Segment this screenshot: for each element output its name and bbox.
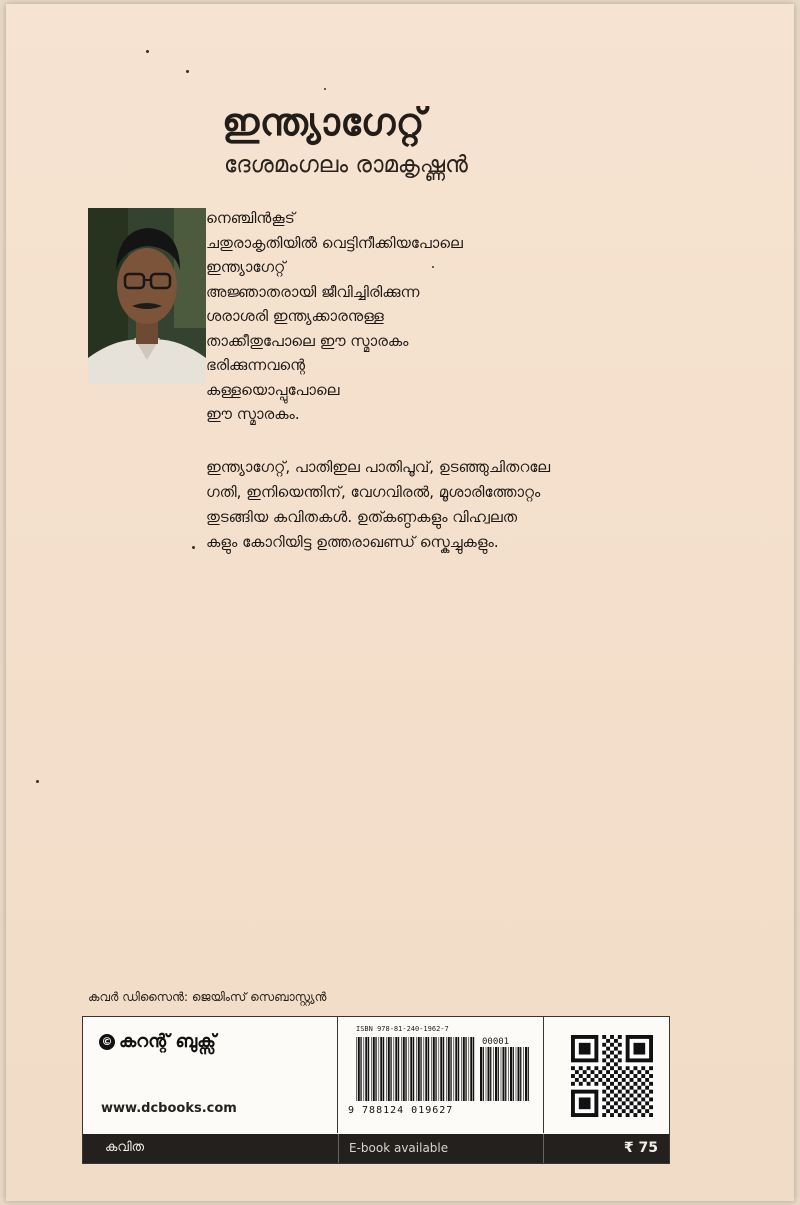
qr-module — [618, 1113, 622, 1117]
barcode-bar — [483, 1047, 484, 1101]
barcode-bar — [465, 1037, 466, 1101]
barcode-bar — [505, 1047, 506, 1101]
barcode-bar — [433, 1037, 435, 1101]
qr-module — [641, 1113, 645, 1117]
barcode-bar — [428, 1037, 429, 1101]
book-blurb — [206, 455, 676, 555]
qr-module — [622, 1086, 626, 1090]
qr-module — [614, 1047, 618, 1051]
barcode-bar — [523, 1047, 524, 1101]
poem-line: ശരാശരി ഇന്ത്യക്കാരനുള്ള — [206, 307, 384, 325]
qr-module — [637, 1070, 641, 1074]
qr-module — [641, 1066, 645, 1070]
barcode-bar — [383, 1037, 384, 1101]
barcode-bar — [486, 1047, 487, 1101]
barcode-bar — [501, 1047, 502, 1101]
book-title: ഇന്ത്യാഗേറ്റ് — [222, 100, 426, 144]
qr-module — [602, 1074, 606, 1078]
barcode-bar — [371, 1037, 372, 1101]
barcode-bar — [420, 1037, 421, 1101]
poem-line: അജ്ഞാതരായി ജീവിച്ചിരിക്കുന്ന — [206, 282, 420, 301]
isbn-number: 9 788124 019627 — [348, 1105, 454, 1116]
qr-finder — [579, 1043, 591, 1055]
barcode-bar — [405, 1037, 406, 1101]
barcode-bar — [425, 1037, 427, 1101]
qr-module — [633, 1090, 637, 1094]
footer-bar — [83, 1134, 669, 1163]
barcode-bar — [525, 1047, 527, 1101]
barcode-bar — [373, 1037, 375, 1101]
qr-module — [614, 1078, 618, 1082]
qr-module — [606, 1078, 610, 1082]
qr-module — [633, 1082, 637, 1086]
barcode-bar — [388, 1037, 390, 1101]
qr-module — [633, 1105, 637, 1109]
publisher-panel — [82, 1016, 670, 1164]
author-portrait-svg — [88, 208, 206, 384]
qr-module — [602, 1082, 606, 1086]
qr-module — [591, 1078, 595, 1082]
barcode-bar — [395, 1037, 397, 1101]
qr-module — [622, 1101, 626, 1105]
qr-module — [606, 1101, 610, 1105]
barcode-bar — [379, 1037, 380, 1101]
barcode-bar — [488, 1047, 490, 1101]
barcode-supplement: 00001 — [482, 1037, 510, 1047]
qr-code-icon[interactable] — [571, 1035, 653, 1117]
qr-module — [649, 1090, 653, 1094]
qr-module — [602, 1051, 606, 1055]
barcode-bar — [398, 1037, 399, 1101]
qr-module — [645, 1109, 649, 1113]
qr-module — [579, 1082, 583, 1086]
qr-module — [637, 1109, 641, 1113]
barcode-bar — [510, 1047, 512, 1101]
qr-module — [602, 1105, 606, 1109]
qr-module — [618, 1051, 622, 1055]
qr-module — [594, 1066, 598, 1070]
qr-module — [630, 1086, 634, 1090]
poem-line: ഇന്ത്യാഗേറ്റ് — [206, 258, 286, 276]
qr-module — [610, 1097, 614, 1101]
qr-module — [649, 1066, 653, 1070]
poem-line: നെഞ്ചിൻകൂട് — [206, 209, 295, 227]
qr-module — [630, 1101, 634, 1105]
barcode-bar — [386, 1037, 387, 1101]
qr-module — [645, 1101, 649, 1105]
author-portrait-icon — [88, 208, 206, 384]
qr-module — [633, 1066, 637, 1070]
ebook-availability: E-book available — [338, 1134, 448, 1163]
qr-module — [645, 1086, 649, 1090]
qr-module — [645, 1078, 649, 1082]
qr-module — [618, 1066, 622, 1070]
barcode-bar — [498, 1047, 499, 1101]
qr-module — [591, 1070, 595, 1074]
poem-line: താക്കീതുപോലെ ഈ സ്മാരകം — [206, 331, 409, 350]
barcode-bar — [454, 1037, 455, 1101]
qr-module — [618, 1082, 622, 1086]
qr-module — [637, 1078, 641, 1082]
qr-module — [606, 1039, 610, 1043]
speck — [36, 780, 39, 783]
publisher-logo-icon: © — [99, 1034, 115, 1050]
barcode-bar — [394, 1037, 395, 1101]
qr-module — [606, 1070, 610, 1074]
barcode-bar — [490, 1047, 491, 1101]
qr-module — [649, 1113, 653, 1117]
qr-module — [587, 1082, 591, 1086]
barcode-bar — [440, 1037, 442, 1101]
qr-module — [614, 1039, 618, 1043]
qr-module — [626, 1105, 630, 1109]
speck — [192, 546, 195, 549]
qr-module — [606, 1047, 610, 1051]
barcode-supplement-icon — [480, 1047, 530, 1101]
speck — [146, 50, 149, 53]
qr-module — [579, 1074, 583, 1078]
qr-module — [594, 1082, 598, 1086]
qr-module — [622, 1070, 626, 1074]
barcode-bar — [461, 1037, 462, 1101]
barcode-bar — [470, 1037, 472, 1101]
qr-module — [606, 1094, 610, 1098]
barcode-bar — [469, 1037, 470, 1101]
qr-module — [602, 1043, 606, 1047]
speck — [186, 70, 189, 73]
barcode-bar — [493, 1047, 494, 1101]
barcode-bar — [431, 1037, 432, 1101]
barcode-bar — [403, 1037, 405, 1101]
barcode-bar — [443, 1037, 444, 1101]
qr-module — [583, 1070, 587, 1074]
qr-module — [614, 1086, 618, 1090]
qr-module — [571, 1074, 575, 1078]
qr-module — [649, 1097, 653, 1101]
qr-module — [649, 1074, 653, 1078]
qr-module — [594, 1074, 598, 1078]
genre-label: കവിത — [105, 1140, 145, 1155]
qr-module — [618, 1058, 622, 1062]
qr-module — [626, 1074, 630, 1078]
qr-module — [630, 1094, 634, 1098]
qr-module — [641, 1090, 645, 1094]
qr-module — [606, 1062, 610, 1066]
qr-module — [610, 1043, 614, 1047]
barcode-bar — [448, 1037, 450, 1101]
barcode-icon — [356, 1037, 476, 1101]
cover-design-credit: കവർ ഡിസൈൻ: ജെയിംസ് സെബാസ്റ്റ്യൻ — [88, 990, 327, 1004]
barcode-bar — [495, 1047, 497, 1101]
qr-module — [618, 1090, 622, 1094]
barcode-box — [338, 1017, 544, 1133]
publisher-box — [83, 1017, 338, 1133]
price: ₹ 75 — [623, 1140, 658, 1156]
qr-module — [614, 1055, 618, 1059]
qr-module — [649, 1082, 653, 1086]
barcode-bar — [409, 1037, 410, 1101]
qr-module — [610, 1051, 614, 1055]
qr-module — [614, 1094, 618, 1098]
qr-finder — [633, 1043, 645, 1055]
publisher-name: കറന്റ് ബുക്സ് — [119, 1031, 216, 1052]
qr-module — [618, 1035, 622, 1039]
blurb-line: കളും കോറിയിട്ട ഉത്തരാഖണ്ഡ് സ്കെച്ചുകളും. — [206, 533, 499, 551]
qr-module — [614, 1070, 618, 1074]
qr-module — [614, 1101, 618, 1105]
barcode-bar — [473, 1037, 474, 1101]
qr-module — [598, 1078, 602, 1082]
barcode-bar — [413, 1037, 414, 1101]
poem-line: ചതുരാകൃതിയിൽ വെട്ടിനീക്കിയപോലെ — [206, 233, 463, 252]
qr-module — [637, 1086, 641, 1090]
barcode-bar — [439, 1037, 440, 1101]
qr-module — [575, 1070, 579, 1074]
price-cell — [543, 1134, 670, 1163]
qr-module — [606, 1109, 610, 1113]
barcode-bar — [358, 1037, 360, 1101]
barcode-bar — [528, 1047, 529, 1101]
qr-module — [633, 1113, 637, 1117]
qr-module — [630, 1070, 634, 1074]
barcode-bar — [365, 1037, 367, 1101]
qr-module — [610, 1082, 614, 1086]
barcode-bar — [416, 1037, 417, 1101]
barcode-bar — [410, 1037, 412, 1101]
barcode-bar — [450, 1037, 451, 1101]
qr-module — [641, 1105, 645, 1109]
barcode-bar — [518, 1047, 520, 1101]
qr-module — [606, 1086, 610, 1090]
barcode-bar — [401, 1037, 402, 1101]
barcode-bar — [455, 1037, 457, 1101]
poem-excerpt — [206, 206, 636, 427]
qr-module — [602, 1058, 606, 1062]
qr-module — [610, 1105, 614, 1109]
qr-module — [587, 1066, 591, 1070]
barcode-bar — [435, 1037, 436, 1101]
publisher-logo — [99, 1031, 216, 1052]
qr-module — [602, 1035, 606, 1039]
qr-module — [633, 1097, 637, 1101]
qr-module — [641, 1074, 645, 1078]
qr-module — [622, 1109, 626, 1113]
qr-module — [602, 1090, 606, 1094]
barcode-bar — [418, 1037, 420, 1101]
publisher-website[interactable]: www.dcbooks.com — [101, 1101, 237, 1116]
barcode-bar — [520, 1047, 521, 1101]
qr-module — [579, 1066, 583, 1070]
qr-finder — [579, 1097, 591, 1109]
qr-module — [618, 1043, 622, 1047]
barcode-bar — [480, 1047, 482, 1101]
qr-module — [637, 1101, 641, 1105]
speck — [324, 88, 326, 90]
poem-line: ഭരിക്കുന്നവന്റെ — [206, 356, 306, 374]
barcode-bar — [368, 1037, 369, 1101]
qr-module — [626, 1113, 630, 1117]
barcode-bar — [446, 1037, 447, 1101]
qr-module — [610, 1090, 614, 1094]
barcode-bar — [463, 1037, 465, 1101]
barcode-bar — [424, 1037, 425, 1101]
qr-module — [622, 1094, 626, 1098]
barcode-bar — [375, 1037, 376, 1101]
qr-module — [598, 1070, 602, 1074]
barcode-bar — [503, 1047, 505, 1101]
qr-module — [614, 1062, 618, 1066]
qr-module — [618, 1105, 622, 1109]
qr-module — [626, 1066, 630, 1070]
qr-module — [637, 1094, 641, 1098]
qr-module — [626, 1090, 630, 1094]
qr-module — [649, 1105, 653, 1109]
barcode-bar — [458, 1037, 459, 1101]
isbn-label: ISBN 978-81-240-1962-7 — [356, 1025, 449, 1033]
qr-module — [571, 1082, 575, 1086]
qr-module — [626, 1097, 630, 1101]
barcode-bar — [360, 1037, 361, 1101]
qr-module — [630, 1109, 634, 1113]
qr-module — [645, 1094, 649, 1098]
qr-module — [610, 1035, 614, 1039]
qr-module — [630, 1078, 634, 1082]
qr-module — [602, 1113, 606, 1117]
barcode-bar — [364, 1037, 365, 1101]
qr-module — [583, 1078, 587, 1082]
barcode-bar — [356, 1037, 357, 1101]
author-name: ദേശമംഗലം രാമകൃഷ്ണൻ — [224, 152, 468, 178]
qr-module — [618, 1097, 622, 1101]
blurb-line: തുടങ്ങിയ കവിതകൾ. ഉത്കണ്ഠകളും വിഹ്വലത — [206, 508, 518, 526]
qr-module — [610, 1058, 614, 1062]
barcode-bar — [516, 1047, 517, 1101]
qr-module — [610, 1074, 614, 1078]
qr-module — [641, 1097, 645, 1101]
barcode-bar — [390, 1037, 391, 1101]
blurb-line: ഇന്ത്യാഗേറ്റ്, പാതിഇല പാതിപൂവ്, ഉടഞ്ഞുചിതറലേ — [206, 458, 551, 476]
barcode-bar — [380, 1037, 382, 1101]
qr-module — [606, 1055, 610, 1059]
qr-module — [618, 1074, 622, 1078]
barcode-bar — [513, 1047, 514, 1101]
qr-module — [633, 1074, 637, 1078]
qr-module — [587, 1074, 591, 1078]
barcode-bar — [508, 1047, 509, 1101]
qr-module — [575, 1078, 579, 1082]
qr-module — [571, 1066, 575, 1070]
poem-line: ഈ സ്മാരകം. — [206, 405, 300, 423]
qr-module — [602, 1097, 606, 1101]
qr-module — [610, 1113, 614, 1117]
qr-module — [614, 1109, 618, 1113]
qr-module — [641, 1082, 645, 1086]
qr-module — [602, 1066, 606, 1070]
qr-module — [626, 1082, 630, 1086]
qr-module — [622, 1078, 626, 1082]
qr-module — [610, 1066, 614, 1070]
poem-line: കള്ളയൊപ്പുപോലെ — [206, 380, 340, 399]
blurb-line: ഗതി, ഇനിയെന്തിന്, വേഗവിരൽ, മൂശാരിത്തോറ്റം — [206, 483, 541, 501]
qr-module — [645, 1070, 649, 1074]
